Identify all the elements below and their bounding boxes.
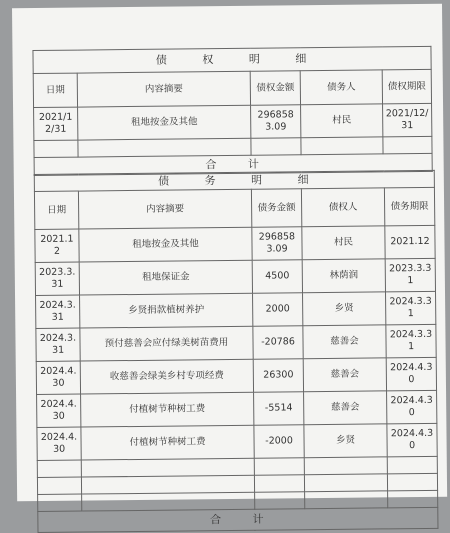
- claims-header-summary: 内容摘要: [77, 71, 250, 107]
- debts-row-amount: 4500: [252, 260, 302, 294]
- table-row: [35, 225, 435, 262]
- debts-row-amount: 2968583.09: [252, 227, 302, 261]
- claims-header-term: 债权期限: [382, 69, 431, 104]
- claims-row-summary: 租地按金及其他: [78, 105, 251, 140]
- table-row: [36, 291, 436, 328]
- claims-title: 债 权 明 细: [33, 46, 431, 73]
- debts-header-amount: 债务金额: [251, 189, 301, 228]
- claims-row-amount: 2968583.09: [251, 105, 301, 139]
- debts-row-date: 2024.3.31: [36, 295, 80, 328]
- debts-row-term: 2024.3.31: [386, 291, 436, 325]
- debts-row-date: 2024.4.30: [36, 361, 80, 394]
- debts-row-party: 乡贤: [304, 424, 387, 458]
- debts-row-party: 乡贤: [303, 292, 386, 326]
- debts-row-date: 2021.12: [35, 229, 79, 262]
- debts-row-party: 村民: [302, 226, 385, 260]
- table-row: [34, 103, 432, 140]
- claims-row-party: 村民: [301, 104, 383, 138]
- debts-total: 合 计: [38, 507, 438, 532]
- table-row: [35, 258, 435, 295]
- debts-row-date: 2024.3.31: [36, 328, 80, 361]
- debts-header-party: 债权人: [301, 188, 384, 227]
- debts-row-amount: 26300: [253, 359, 303, 393]
- debts-row-date: 2024.4.30: [37, 427, 81, 460]
- debts-row-summary: 租地保证金: [79, 260, 252, 295]
- debts-header-summary: 内容摘要: [78, 189, 251, 229]
- debts-row-summary: 预付慈善会应付绿美树苗费用: [80, 326, 253, 361]
- table-row: [36, 357, 436, 394]
- claims-header-amount: 债权金额: [250, 71, 300, 106]
- table-row: [36, 324, 436, 361]
- debts-row-amount: -5514: [254, 392, 304, 426]
- debts-row-party: 慈善会: [304, 391, 387, 425]
- claims-total: 合 计: [34, 153, 432, 175]
- debts-row-date: 2024.4.30: [37, 394, 81, 427]
- debts-row-term: 2024.4.30: [386, 357, 436, 391]
- claims-table: [32, 46, 432, 176]
- debts-title: 债 务 明 细: [34, 170, 434, 191]
- debts-row-date: 2023.3.31: [35, 262, 79, 295]
- debts-table: [34, 170, 439, 533]
- debts-row-party: 林荫润: [302, 259, 385, 293]
- debts-row-term: 2024.4.30: [387, 423, 437, 457]
- debts-row-summary: 收慈善会绿美乡村专项经费: [80, 359, 253, 394]
- debts-row-party: 慈善会: [303, 325, 386, 359]
- debts-header-term: 债务期限: [384, 187, 434, 226]
- debts-row-amount: -20786: [253, 326, 303, 360]
- debts-row-term: 2023.3.31: [385, 258, 435, 292]
- debts-header-date: 日期: [34, 191, 78, 229]
- debts-row-summary: 付植树节种树工费: [81, 392, 254, 427]
- claims-row-term: 2021/12/31: [383, 103, 432, 137]
- claims-header-date: 日期: [33, 73, 77, 107]
- debts-row-amount: -2000: [254, 425, 304, 459]
- debts-row-term: 2024.3.31: [386, 324, 436, 358]
- debts-row-term: 2024.4.30: [387, 390, 437, 424]
- table-row: [37, 390, 437, 427]
- document-page: [12, 4, 447, 527]
- claims-row-date: 2021/12/31: [34, 107, 78, 140]
- debts-row-party: 慈善会: [303, 358, 386, 392]
- debts-row-summary: 乡贤捐款植树养护: [80, 293, 253, 328]
- claims-header-party: 债务人: [300, 70, 382, 105]
- debts-row-amount: 2000: [253, 293, 303, 327]
- table-row: [37, 423, 437, 460]
- debts-row-summary: 付植树节种树工费: [81, 425, 254, 460]
- debts-row-summary: 租地按金及其他: [79, 227, 252, 262]
- debts-row-term: 2021.12: [385, 225, 435, 259]
